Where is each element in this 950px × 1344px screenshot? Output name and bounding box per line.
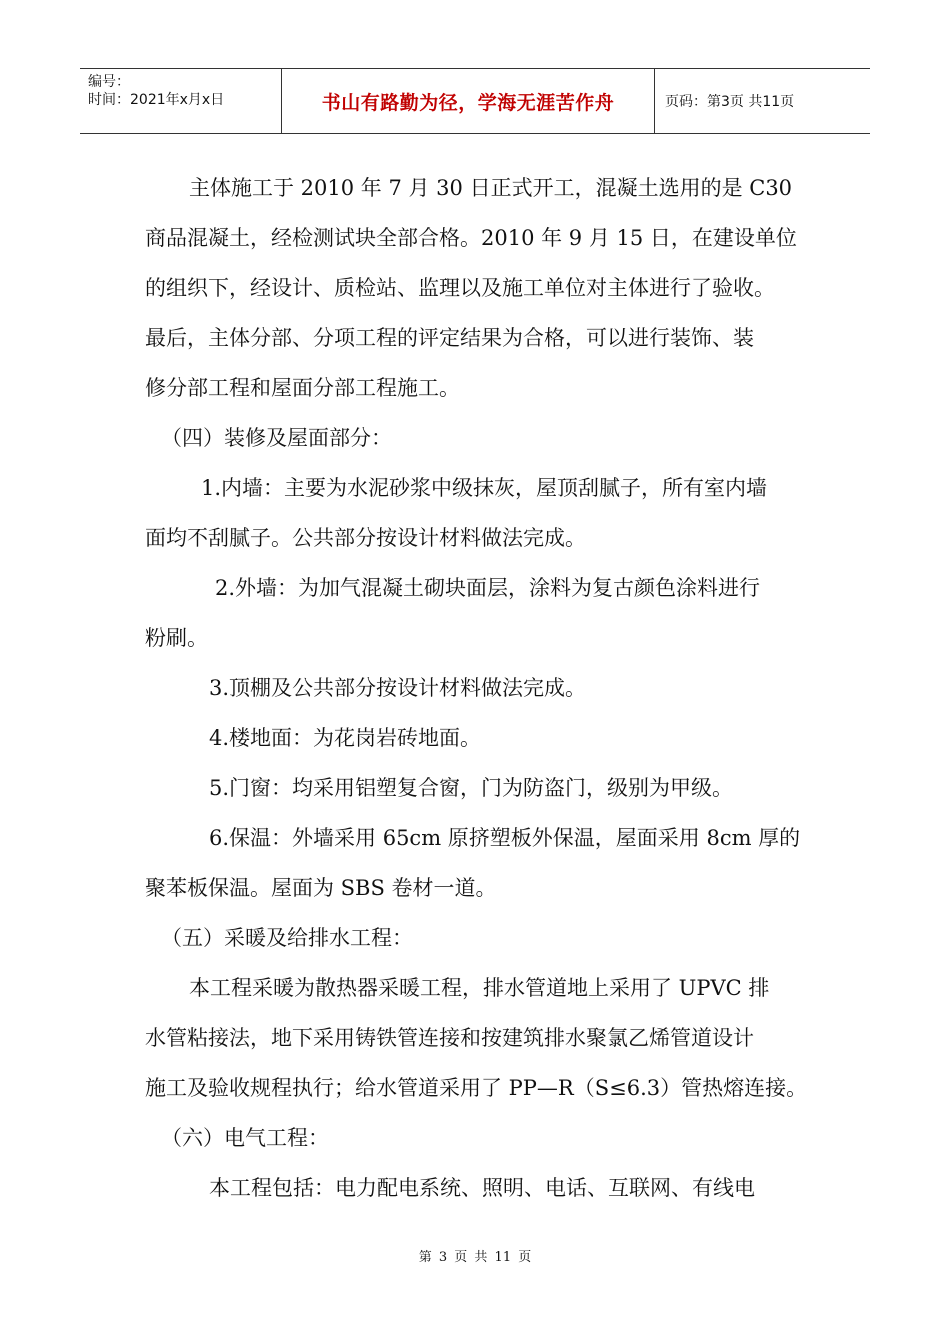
body-line: 粉刷。	[145, 626, 208, 650]
body-line: 商品混凝土，经检测试块全部合格。2010 年 9 月 15 日，在建设单位	[145, 226, 797, 250]
header-motto: 书山有路勤为径，学海无涯苦作舟	[282, 69, 655, 133]
body-line: 最后，主体分部、分项工程的评定结果为合格，可以进行装饰、装	[145, 326, 754, 350]
body-line: 本工程包括：电力配电系统、照明、电话、互联网、有线电	[209, 1176, 755, 1200]
section-heading: （四）装修及屋面部分：	[161, 426, 392, 450]
body-line: 4.楼地面：为花岗岩砖地面。	[209, 726, 482, 750]
body-line: 施工及验收规程执行；给水管道采用了 PP—R（S≤6.3）管热熔连接。	[145, 1076, 808, 1100]
body-line: 修分部工程和屋面分部工程施工。	[145, 376, 460, 400]
header-meta	[80, 69, 282, 133]
body-line: 聚苯板保温。屋面为 SBS 卷材一道。	[145, 876, 497, 900]
body-line: 3.顶棚及公共部分按设计材料做法完成。	[209, 676, 587, 700]
body-line: 的组织下，经设计、质检站、监理以及施工单位对主体进行了验收。	[145, 276, 775, 300]
header-page-info: 页码：第3页 共11页	[665, 94, 795, 110]
body-line: 本工程采暖为散热器采暖工程，排水管道地上采用了 UPVC 排	[189, 976, 770, 1000]
section-heading: （六）电气工程：	[161, 1126, 329, 1150]
header-time: 时间：2021年x月x日	[88, 92, 225, 108]
header-number: 编号：	[88, 74, 130, 90]
document-body	[145, 163, 810, 1213]
section-heading: （五）采暖及给排水工程：	[161, 926, 413, 950]
body-line: 6.保温：外墙采用 65cm 原挤塑板外保温，屋面采用 8cm 厚的	[209, 826, 801, 850]
body-line: 水管粘接法，地下采用铸铁管连接和按建筑排水聚氯乙烯管道设计	[145, 1026, 754, 1050]
page-footer: 第 3 页 共 11 页	[418, 1250, 532, 1265]
body-line: 主体施工于 2010 年 7 月 30 日正式开工，混凝土选用的是 C30	[189, 176, 793, 200]
body-line: 5.门窗：均采用铝塑复合窗，门为防盗门，级别为甲级。	[209, 776, 734, 800]
body-line: 1.内墙：主要为水泥砂浆中级抹灰，屋顶刮腻子，所有室内墙	[201, 476, 768, 500]
body-line: 面均不刮腻子。公共部分按设计材料做法完成。	[145, 526, 586, 550]
page-header	[80, 68, 870, 134]
body-line: 2.外墙：为加气混凝土砌块面层，涂料为复古颜色涂料进行	[215, 576, 761, 600]
